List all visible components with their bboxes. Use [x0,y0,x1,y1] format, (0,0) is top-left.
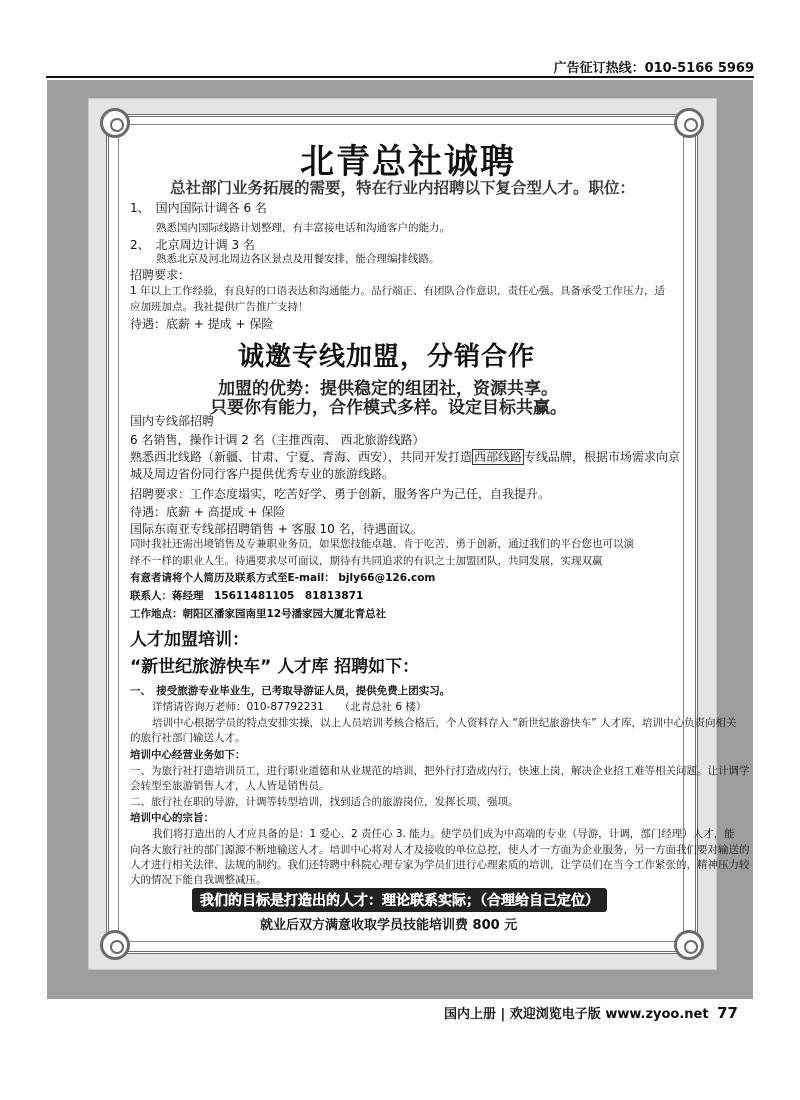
recruit-intro: 总社部门业务拓展的需要，特在行业内招聘以下复合型人才。职位： [170,179,636,197]
position-2-title: 2、 北京周边计调 3 名 [130,238,255,252]
franchise-pay: 待遇：底薪 + 高提成 + 保险 [130,505,286,519]
training-detail-2: 的旅行社部门输送人才。 [130,732,246,744]
franchise-staff: 6 名销售，操作计调 2 名（主推西南、 西北旅游线路） [130,433,425,447]
position-2-desc: 熟悉北京及河北周边各区景点及用餐安排，能合理编排线路。 [156,253,440,265]
training-purpose-1: 我们将打造出的人才应具备的是：1 爱心、2 责任心 3. 能力。使学员们成为中高端的专业（导游，计调，部门经理）人才，能 [152,828,735,840]
recruit-req-line2: 应加班加点。我社提供广告推广支持！ [130,301,309,313]
franchise-line1 [130,448,680,465]
recruit-req-label: 招聘要求： [130,268,191,282]
training-biz-label: 培训中心经营业务如下： [130,749,246,761]
position-1-title: 1、 国内国际计调各 6 名 [130,201,267,215]
training-purpose-3: 人才进行相关法律、法规的制约。我们还特聘中科院心理专家为学员们进行心理素质的培训，让学员们在当今工作紧张的，精神压力较 [130,859,750,871]
training-subheading: “新世纪旅游快车” 人才库 招聘如下： [130,657,420,677]
training-consult: 详情请咨询万老师：010-87792231 （北青总社 6 楼） [152,701,427,713]
training-goal-banner: 我们的目标是打造出的人才：理论联系实际；（合理给自己定位） [192,888,607,912]
training-biz-1a: 一、为旅行社打造培训员工，进行职业道德和从业规范的培训，把外行打造成内行，快速上岗，解决企业招工难等相关问题。让计调学 [130,765,750,777]
franchise-p2: 绎不一样的职业人生。待遇要求尽可面议，期待有共同追求的有识之士加盟团队，共同发展，实现双赢 [130,555,603,567]
footer-text: 国内上册 | 欢迎浏览电子版 www.zyoo.net [444,1007,709,1022]
footer-bar [444,1003,738,1022]
franchise-line1-b: 专线品牌，根据市场需求向京 [524,450,681,464]
frame-corner-ornament-icon [674,930,704,960]
training-purpose-2: 向各大旅行社的部门源源不断地输送人才。培训中心将对人才及接收的单位总控，使人才一方面为企业服务，另一方面我们要对输送的 [130,844,750,856]
western-route-box: 西部线路 [474,450,523,464]
franchise-line1-a: 熟悉西北线路（新疆、甘肃、宁夏、青海、西安），共同开发打造 [130,450,473,464]
training-detail-1: 培训中心根据学员的特点安排实操，以上人员培训考核合格后，个人资料存入 “新世纪旅游快车” 人才库，培训中心负责向相关 [152,717,737,729]
recruit-req-line1: 1 年以上工作经验，有良好的口语表达和沟通能力。品行端正、有团队合作意识，责任心强。具备承受工作压力，适 [130,285,666,297]
franchise-title: 诚邀专线加盟，分销合作 [238,342,536,372]
frame-corner-ornament-icon [100,108,130,138]
franchise-resume: 有意者请将个人简历及联系方式至E-mail： bjly66@126.com [130,572,436,584]
training-heading: 人才加盟培训： [130,630,249,650]
franchise-advantage-2: 只要你有能力，合作模式多样。设定目标共赢。 [210,398,567,418]
header-rule [46,76,754,78]
recruit-title: 北青总社诚聘 [300,142,516,182]
training-biz-1b: 会转型至旅游销售人才，人人皆是销售员。 [130,780,330,792]
training-purpose-label: 培训中心的宗旨： [130,812,214,824]
frame-corner-ornament-icon [100,930,130,960]
training-biz-2: 二、旅行社在职的导游，计调等转型培训，找到适合的旅游岗位，发挥长项、强项。 [130,796,519,808]
franchise-address: 工作地点：朝阳区潘家园南里12号潘家园大厦北青总社 [130,608,387,620]
training-fee: 就业后双方满意收取学员技能培训费 800 元 [260,918,518,933]
training-item-1: 一、 接受旅游专业毕业生，已考取导游证人员，提供免费上团实习。 [130,685,451,697]
franchise-req: 招聘要求：工作态度塌实，吃苦好学、勇于创新，服务客户为己任，自我提升。 [130,487,551,501]
franchise-line2: 城及周边省份同行客户提供优秀专业的旅游线路。 [130,467,395,481]
franchise-contact: 联系人：蒋经理 15611481105 81813871 [130,590,364,602]
franchise-dept: 国内专线部招聘 [130,414,215,428]
page-number: 77 [717,1004,738,1022]
franchise-p1: 同时我社还需出境销售及专兼职业务员，如果您技能卓越、肯于吃苦、勇于创新，通过我们的平台您也可以演 [130,538,634,550]
ad-hotline: 广告征订热线：010-5166 5969 [553,61,754,76]
frame-corner-ornament-icon [674,108,704,138]
franchise-advantage-1: 加盟的优势：提供稳定的组团社，资源共享。 [218,379,558,399]
position-1-desc: 熟悉国内国际线路计划整理，有丰富接电话和沟通客户的能力。 [156,222,450,234]
recruit-pay: 待遇：底薪 + 提成 + 保险 [130,317,274,331]
franchise-sea: 国际东南亚专线部招聘销售 + 客服 10 名，待遇面议。 [130,522,423,536]
training-purpose-4: 大的情况下能自我调整减压。 [130,874,267,886]
